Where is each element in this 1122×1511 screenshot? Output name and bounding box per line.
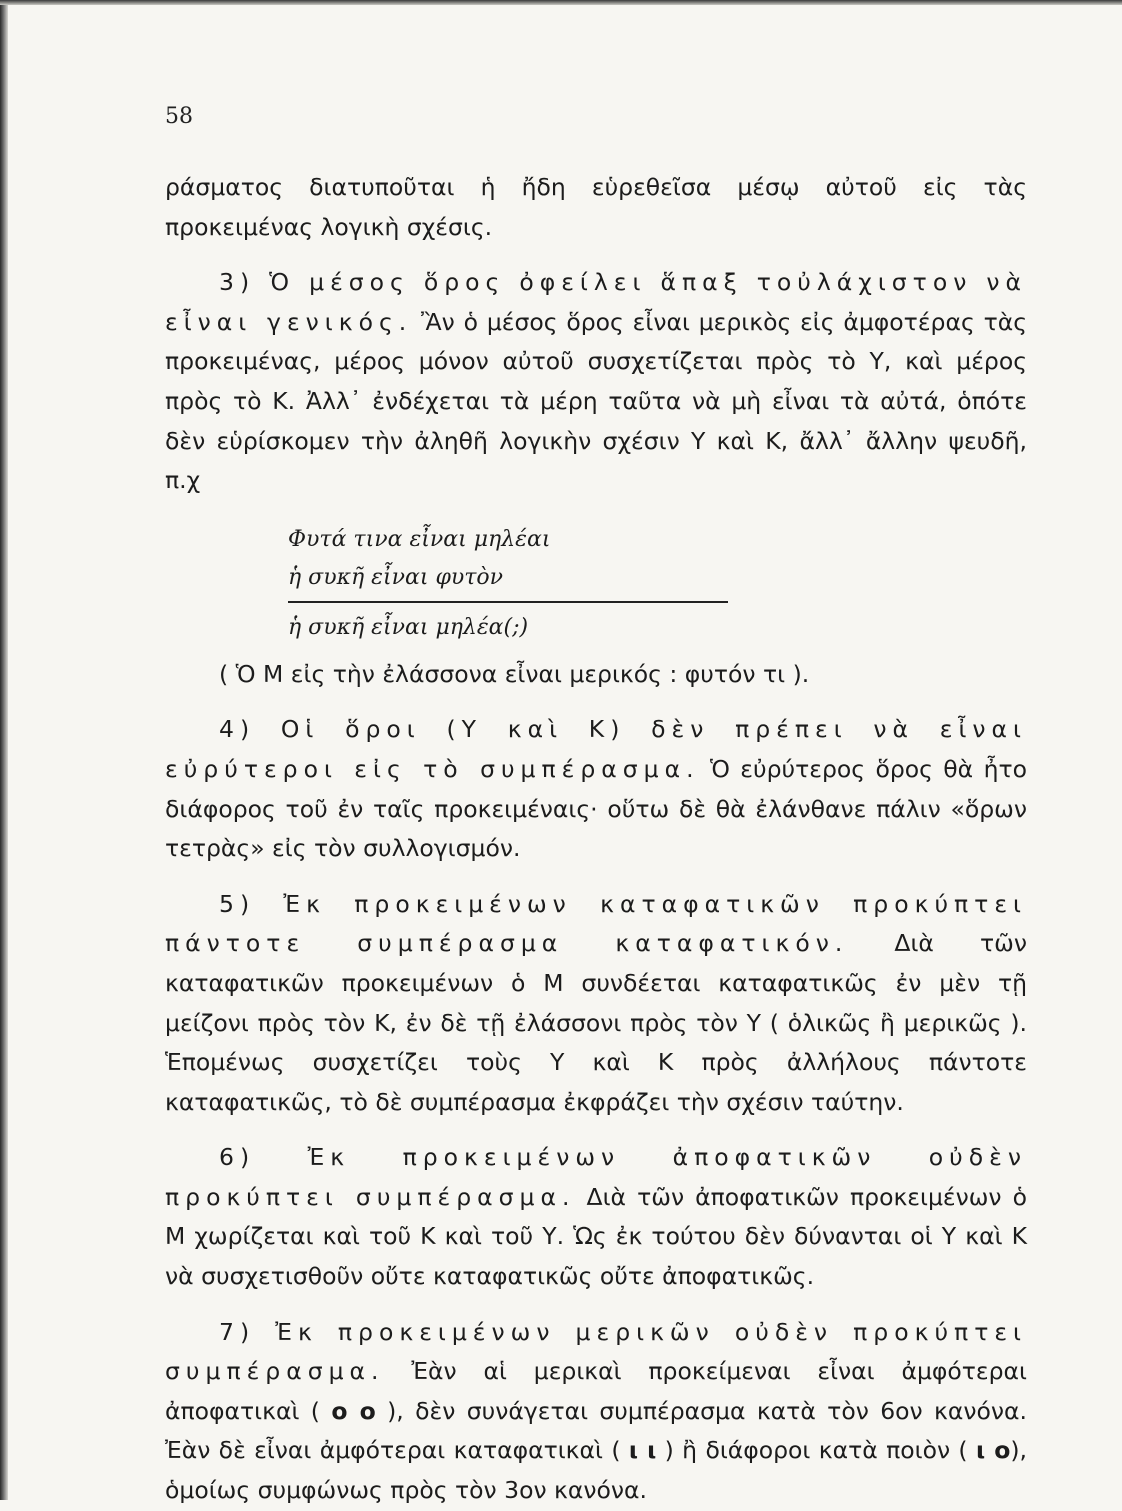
syllogism-conclusion: ἡ συκῆ εἶναι μηλέα(;)	[288, 614, 529, 640]
syllogism-premise-minor: ἡ συκῆ εἶναι φυτὸν	[288, 564, 504, 590]
rule-6-body: Διὰ τῶν ἀποφατικῶν προκειμένων ὁ Μ χωρίζεται καὶ τοῦ Κ καὶ τοῦ Υ. Ὡς ἐκ τούτου δὲν δύνανται οἱ Υ καὶ Κ νὰ συσχετισθοῦν οὔτε καταφατικῶς οὔτε ἀποφατικῶς.	[165, 1182, 1027, 1291]
page-shadow-left	[0, 0, 8, 1500]
page-body	[165, 168, 1027, 1511]
rule-3-heading: 3) Ὁ μέσος ὅρος ὀφείλει ἅπαξ τοὐλάχιστον νὰ εἶναι γενικός.	[165, 268, 1027, 336]
code-oo: ο ο	[331, 1396, 376, 1425]
page-number: 58	[165, 104, 193, 129]
rule-3-body: Ἂν ὁ μέσος ὅρος εἶναι μερικὸς εἰς ἀμφοτέρας τὰς προκειμένας, μέρος μόνον αὐτοῦ συσχετίζεται πρὸς τὸ Υ, καὶ μέρος πρὸς τὸ Κ. Ἀλλ᾽ ἐνδέχεται τὰ μέρη ταῦτα νὰ μὴ εἶναι τὰ αὐτά, ὁπότε δὲν εὑρίσκομεν τὴν ἀληθῆ λογικὴν σχέσιν Υ καὶ Κ, ἄλλ᾽ ἄλλην ψευδῆ, π.χ	[165, 307, 1027, 495]
intro-paragraph: ράσματος διατυποῦται ἡ ἤδη εὑρεθεῖσα μέσῳ αὐτοῦ εἰς τὰς προκειμένας λογικὴ σχέσις.	[165, 173, 1027, 241]
page-shadow-top	[0, 0, 1122, 5]
rule-3-paragraph	[165, 263, 1027, 501]
rule-4-paragraph	[165, 710, 1027, 868]
syllogism-example	[288, 521, 728, 647]
syllogism-premise-major: Φυτά τινα εἶναι μηλέαι	[288, 526, 551, 552]
rule-5-body: Διὰ τῶν καταφατικῶν προκειμένων ὁ Μ συνδέεται καταφατικῶς ἐν μὲν τῇ μείζονι πρὸς τὸν Κ, ἐν δὲ τῇ ἐλάσσονι πρὸς τὸν Υ ( ὁλικῶς ἢ μερικῶς ). Ἑπομένως συσχετίζει τοὺς Υ καὶ Κ πρὸς ἀλλήλους πάντοτε καταφατικῶς, τὸ δὲ συμπέρασμα ἐκφράζει τὴν σχέσιν ταύτην.	[165, 929, 1027, 1116]
syllogism-note: ( Ὁ Μ εἰς τὴν ἐλάσσονα εἶναι μερικός : φυτόν τι ).	[219, 659, 810, 688]
rule-5-heading: 5) Ἐκ προκειμένων καταφατικῶν προκύπτει πάντοτε συμπέρασμα καταφατικόν.	[165, 889, 1027, 958]
rule-5-paragraph	[165, 885, 1027, 1123]
rule-7-body-part-2: ), δὲν συνάγεται συμπέρασμα κατὰ τὸν 6ον κανόνα. Ἐὰν δὲ εἶναι ἀμφότεραι καταφατικαὶ (	[165, 1396, 1027, 1465]
rule-6-heading: 6) Ἐκ προκειμένων ἀποφατικῶν οὐδὲν προκύπτει συμπέρασμα.	[165, 1143, 1027, 1211]
rule-7-paragraph	[165, 1313, 1027, 1511]
rule-7-body-part-3: ) ἢ διάφοροι κατὰ ποιὸν (	[664, 1436, 968, 1465]
syllogism-divider	[288, 601, 728, 603]
code-io: ι ο	[975, 1436, 1011, 1465]
rule-7-body-part-1: Ἐὰν αἱ μερικαὶ προκείμεναι εἶναι ἀμφότεραι ἀποφατικαὶ (	[165, 1357, 1027, 1425]
rule-7-body-part-4: ), ὁμοίως συμφώνως πρὸς τὸν 3ον κανόνα.	[165, 1436, 1027, 1505]
rule-6-paragraph	[165, 1138, 1027, 1296]
rule-7-heading: 7) Ἐκ προκειμένων μερικῶν οὐδὲν προκύπτει συμπέρασμα.	[165, 1317, 1027, 1386]
code-ii: ι ι	[628, 1436, 657, 1465]
rule-4-body: Ὁ εὐρύτερος ὅρος θὰ ἦτο διάφορος τοῦ ἐν ταῖς προκειμέναις· οὕτω δὲ θὰ ἐλάνθανε πάλιν «ὅρων τετρὰς» εἰς τὸν συλλογισμόν.	[165, 754, 1027, 863]
rule-4-heading: 4) Οἱ ὅροι (Υ καὶ Κ) δὲν πρέπει νὰ εἶναι εὐρύτεροι εἰς τὸ συμπέρασμα.	[165, 715, 1027, 783]
